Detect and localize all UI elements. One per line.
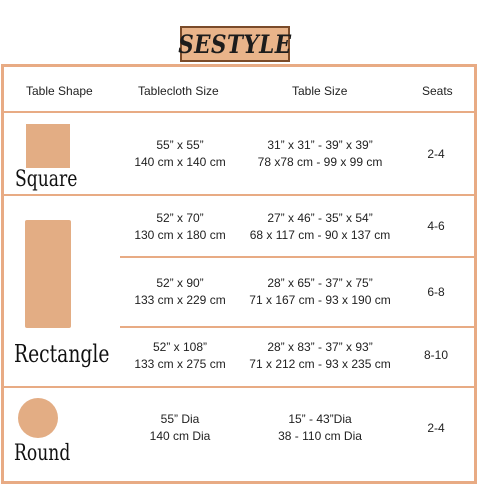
brand-name: SESTYLE [178, 29, 292, 59]
seats-cell: 2-4 [427, 421, 445, 435]
shape-label-square: Square [15, 167, 78, 192]
table-size-cell: 31” x 31” - 39” x 39” 78 x78 cm - 99 x 99 cm [257, 138, 383, 169]
row-divider [120, 256, 474, 258]
tablecloth-size-cell: 52” x 90” 133 cm x 229 cm [134, 276, 226, 307]
header-tablecloth-size: Tablecloth Size [138, 84, 219, 98]
tablecloth-size-cell: 52” x 70” 130 cm x 180 cm [134, 211, 226, 242]
brand-logo [180, 26, 290, 62]
row-divider [4, 194, 474, 196]
row-divider [120, 326, 474, 328]
seats-cell: 4-6 [427, 219, 445, 233]
round-table-shape [18, 398, 58, 438]
table-size-cell: 28” x 83” - 37” x 93” 71 x 212 cm - 93 x 235 cm [249, 340, 391, 371]
table-size-cell: 27” x 46” - 35” x 54” 68 x 117 cm - 90 x 137 cm [249, 211, 391, 242]
shape-label-rectangle: Rectangle [14, 340, 110, 368]
header-seats: Seats [422, 84, 453, 98]
tablecloth-size-cell: 55” x 55” 140 cm x 140 cm [134, 138, 226, 169]
seats-cell: 8-10 [423, 348, 449, 362]
rectangle-table-shape [25, 220, 71, 328]
table-size-cell: 15” - 43”Dia 38 - 110 cm Dia [278, 412, 362, 443]
tablecloth-size-cell: 55” Dia 140 cm Dia [149, 412, 211, 443]
tablecloth-size-cell: 52” x 108” 133 cm x 275 cm [134, 340, 226, 371]
seats-cell: 6-8 [427, 285, 445, 299]
square-table-shape [26, 124, 70, 168]
header-table-size: Table Size [292, 84, 348, 98]
seats-cell: 2-4 [427, 147, 445, 161]
row-divider [4, 386, 474, 388]
shape-label-round: Round [14, 441, 71, 466]
table-size-cell: 28” x 65” - 37” x 75” 71 x 167 cm - 93 x 190 cm [249, 276, 391, 307]
row-divider [4, 111, 474, 113]
header-table-shape: Table Shape [26, 84, 93, 98]
